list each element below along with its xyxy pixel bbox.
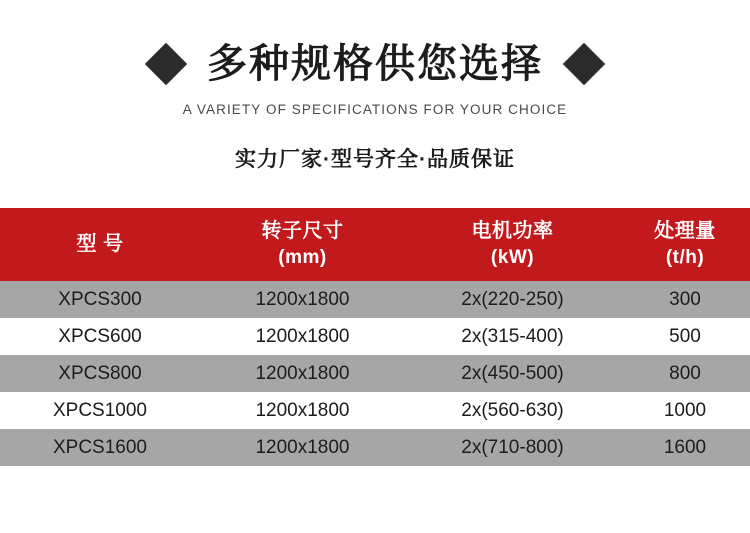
table-row xyxy=(0,355,750,392)
page-title: 多种规格供您选择 xyxy=(207,42,543,86)
cell-model: XPCS1600 xyxy=(0,429,200,466)
cell-motor-power: 2x(315-400) xyxy=(405,318,620,355)
column-header-rotor-size xyxy=(200,208,405,281)
cell-model: XPCS1000 xyxy=(0,392,200,429)
column-header-motor-power xyxy=(405,208,620,281)
cell-motor-power: 2x(560-630) xyxy=(405,392,620,429)
table-header-row xyxy=(0,208,750,281)
specification-table xyxy=(0,208,750,466)
column-header-motor-power-line1: 电机功率 xyxy=(471,220,554,243)
table-row xyxy=(0,392,750,429)
cell-capacity: 1000 xyxy=(620,392,750,429)
cell-capacity: 300 xyxy=(620,281,750,318)
column-header-model xyxy=(0,208,200,281)
cell-model: XPCS300 xyxy=(0,281,200,318)
diamond-icon-right xyxy=(563,43,605,85)
title-row xyxy=(0,42,750,86)
cell-capacity: 800 xyxy=(620,355,750,392)
table-header xyxy=(0,208,750,281)
table-body xyxy=(0,281,750,466)
table-row xyxy=(0,281,750,318)
page-tagline: 实力厂家·型号齐全·品质保证 xyxy=(235,148,515,171)
cell-rotor-size: 1200x1800 xyxy=(200,355,405,392)
cell-model: XPCS600 xyxy=(0,318,200,355)
column-header-rotor-size-line1: 转子尺寸 xyxy=(261,220,344,243)
table-row xyxy=(0,318,750,355)
cell-model: XPCS800 xyxy=(0,355,200,392)
cell-rotor-size: 1200x1800 xyxy=(200,281,405,318)
column-header-rotor-size-line2: (mm) xyxy=(278,247,327,269)
diamond-icon-left xyxy=(145,43,187,85)
column-header-model-line1: 型 号 xyxy=(76,233,124,255)
cell-rotor-size: 1200x1800 xyxy=(200,318,405,355)
column-header-capacity-line1: 处理量 xyxy=(654,220,716,243)
column-header-capacity xyxy=(620,208,750,281)
cell-capacity: 500 xyxy=(620,318,750,355)
table-row xyxy=(0,429,750,466)
header-block xyxy=(0,0,750,173)
cell-capacity: 1600 xyxy=(620,429,750,466)
cell-motor-power: 2x(450-500) xyxy=(405,355,620,392)
column-header-capacity-line2: (t/h) xyxy=(665,247,705,269)
column-header-motor-power-line2: (kW) xyxy=(490,247,535,269)
cell-motor-power: 2x(710-800) xyxy=(405,429,620,466)
cell-rotor-size: 1200x1800 xyxy=(200,392,405,429)
page-subtitle: A VARIETY OF SPECIFICATIONS FOR YOUR CHOICE xyxy=(182,102,568,117)
cell-rotor-size: 1200x1800 xyxy=(200,429,405,466)
cell-motor-power: 2x(220-250) xyxy=(405,281,620,318)
